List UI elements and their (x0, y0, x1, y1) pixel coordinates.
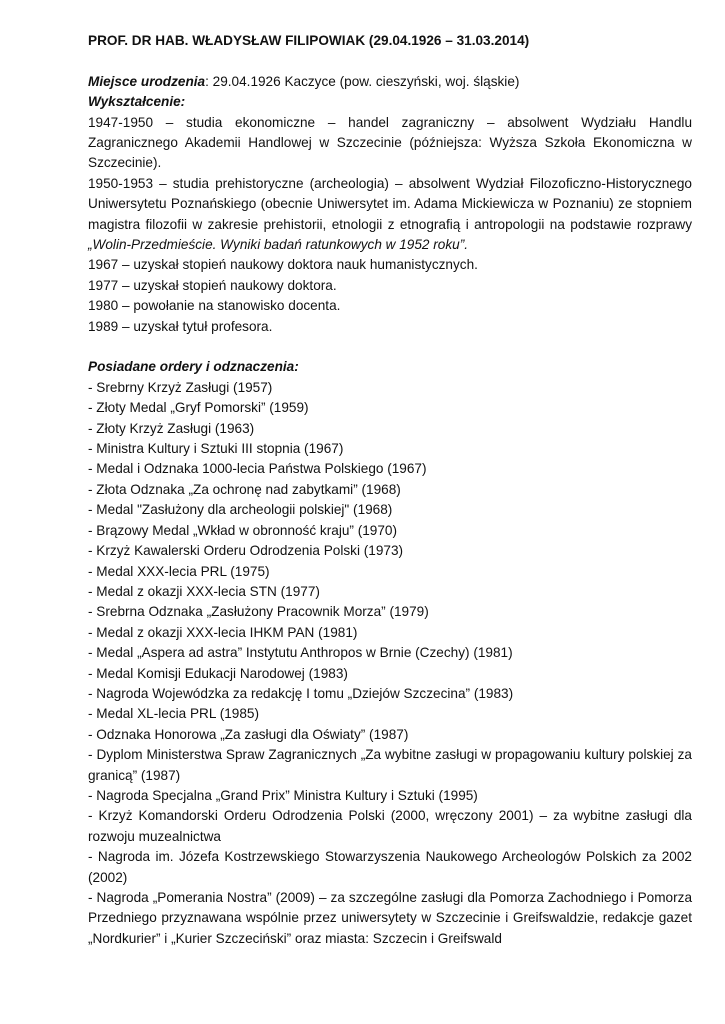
education-entry-2-text: 1950-1953 – studia prehistoryczne (archeologia) – absolwent Wydział Filozoficzno-Historycznego Uniwersytetu Poznańskiego (obecnie Uniwersytet im. Adama Mickiewicza w Poznaniu) ze stopniem magistra filozofii w zakresie prehistorii, etnologii z etnografią i antropologii na podstawie rozprawy (88, 175, 692, 232)
education-entry-1: 1947-1950 – studia ekonomiczne – handel zagraniczny – absolwent Wydziału Handlu Zagranicznego Akademii Handlowej w Szczecinie (późniejsza: Wyższa Szkoła Ekonomiczna w Szczecinie). (88, 114, 692, 171)
awards-list (88, 378, 692, 949)
award-item: - Medal z okazji XXX-lecia STN (1977) (88, 583, 320, 599)
education-entry-2 (88, 174, 692, 256)
document-page (88, 31, 692, 949)
award-item: - Medal "Zasłużony dla archeologii polskiej" (1968) (88, 502, 393, 518)
award-item: - Medal z okazji XXX-lecia IHKM PAN (1981) (88, 624, 358, 640)
award-item: - Medal XXX-lecia PRL (1975) (88, 563, 270, 579)
birth-label: Miejsce urodzenia (88, 73, 206, 89)
award-item: - Złota Odznaka „Za ochronę nad zabytkami” (1968) (88, 481, 401, 497)
award-item: - Odznaka Honorowa „Za zasługi dla Oświaty” (1987) (88, 726, 409, 742)
education-heading: Wykształcenie: (88, 94, 186, 110)
award-item: - Srebrna Odznaka „Zasłużony Pracownik Morza” (1979) (88, 604, 429, 620)
award-item: - Nagroda Specjalna „Grand Prix” Ministra Kultury i Sztuki (1995) (88, 787, 478, 803)
birth-value: : 29.04.1926 Kaczyce (pow. cieszyński, woj. śląskie) (205, 73, 520, 89)
award-item: - Złoty Medal „Gryf Pomorski” (1959) (88, 400, 309, 416)
birth-line (88, 72, 692, 92)
award-item: - Medal XL-lecia PRL (1985) (88, 706, 260, 722)
award-item: - Ministra Kultury i Sztuki III stopnia (1967) (88, 441, 344, 457)
award-item: - Medal i Odznaka 1000-lecia Państwa Polskiego (1967) (88, 461, 427, 477)
spacer (88, 337, 692, 357)
milestone-item: 1977 – uzyskał stopień naukowy doktora. (88, 277, 337, 293)
spacer (88, 51, 692, 71)
milestone-item: 1980 – powołanie na stanowisko docenta. (88, 298, 341, 314)
award-item: - Nagroda Wojewódzka za redakcję I tomu „Dziejów Szczecina” (1983) (88, 685, 514, 701)
award-item: - Srebrny Krzyż Zasługi (1957) (88, 379, 273, 395)
award-item: - Nagroda im. Józefa Kostrzewskiego Stowarzyszenia Naukowego Archeologów Polskich za 2002 (2002) (88, 849, 692, 885)
thesis-title: „Wolin-Przedmieście. Wyniki badań ratunkowych w 1952 roku”. (88, 237, 469, 253)
award-item: - Krzyż Kawalerski Orderu Odrodzenia Polski (1973) (88, 543, 404, 559)
milestone-item: 1967 – uzyskał stopień naukowy doktora nauk humanistycznych. (88, 257, 478, 273)
award-item: - Krzyż Komandorski Orderu Odrodzenia Polski (2000, wręczony 2001) – za wybitne zasługi dla rozwoju muzealnictwa (88, 808, 692, 844)
award-item: - Złoty Krzyż Zasługi (1963) (88, 420, 255, 436)
award-item: - Medal „Aspera ad astra” Instytutu Anthropos w Brnie (Czechy) (1981) (88, 645, 513, 661)
award-item: - Medal Komisji Edukacji Narodowej (1983) (88, 665, 348, 681)
document-title: PROF. DR HAB. WŁADYSŁAW FILIPOWIAK (29.04.1926 – 31.03.2014) (88, 33, 530, 48)
award-item: - Dyplom Ministerstwa Spraw Zagranicznych „Za wybitne zasługi w propagowaniu kultury polskiej za granicą” (1987) (88, 747, 692, 783)
award-item: - Nagroda „Pomerania Nostra” (2009) – za szczególne zasługi dla Pomorza Zachodniego i Pomorza Przedniego przyznawana wspólnie przez uniwersytety w Szczecinie i Greifswaldzie, redakcje gazet „Nordkurier” i „Kurier Szczeciński” oraz miasta: Szczecin i Greifswald (88, 890, 692, 946)
award-item: - Brązowy Medal „Wkład w obronność kraju” (1970) (88, 522, 397, 538)
milestone-item: 1989 – uzyskał tytuł profesora. (88, 318, 273, 334)
awards-heading: Posiadane ordery i odznaczenia: (88, 359, 299, 375)
